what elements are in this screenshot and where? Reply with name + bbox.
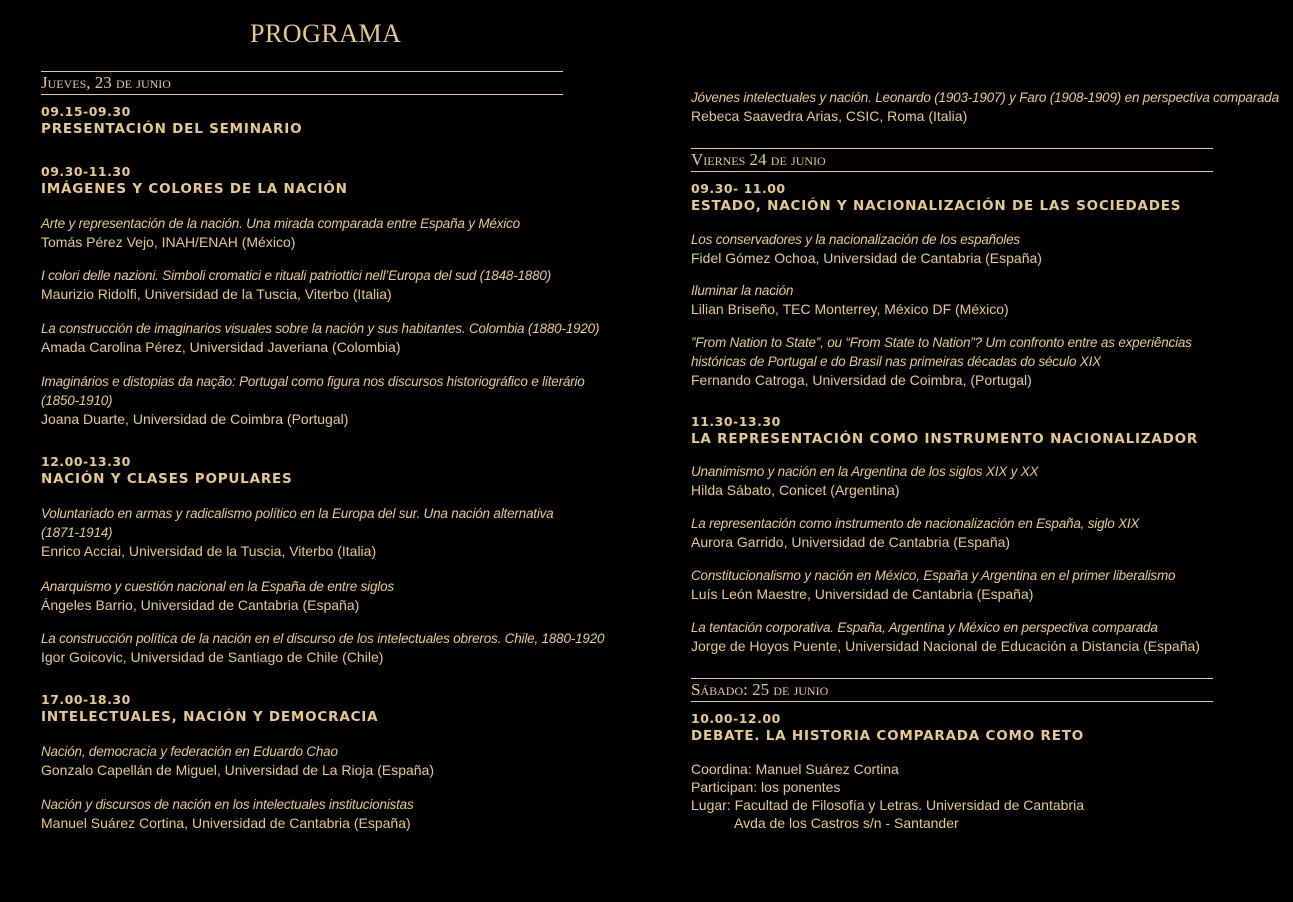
talk-title: Voluntariado en armas y radicalismo político en la Europa del sur. Una nación alternativa [41,506,554,521]
session-title: LA REPRESENTACIÓN COMO INSTRUMENTO NACIONALIZADOR [691,431,1199,447]
talk-speaker: Igor Goicovic, Universidad de Santiago de Chile (Chile) [41,649,384,665]
talk-item [691,333,1291,390]
talk-title-cont: (1871-1914) [41,525,113,540]
talk-title: La representación como instrumento de nacionalización en España, siglo XIX [691,516,1140,531]
debate-participan: Participan: los ponentes [691,779,841,795]
session-time: 11.30-13.30 [691,414,781,429]
talk-item [691,514,1291,552]
talk-item [691,281,1291,319]
talk-title: Anarquismo y cuestión nacional en la España de entre siglos [41,579,394,594]
session-time: 10.00-12.00 [691,711,781,726]
talk-item [41,504,641,561]
day-header-saturday: Sábado: 25 de junio [691,678,1213,702]
session-block [691,180,1293,216]
talk-item [41,266,641,304]
session-time: 09.30- 11.00 [691,181,786,196]
talk-speaker: Rebeca Saavedra Arias, CSIC, Roma (Italia) [691,108,968,124]
talk-title: I colori delle nazioni. Simboli cromatici e rituali patriottici nell’Europa del sud (1848-1880) [41,268,552,283]
talk-item [691,230,1291,268]
talk-item [41,577,641,615]
session-block [691,710,1293,746]
talk-speaker: Amada Carolina Pérez, Universidad Javeriana (Colombia) [41,339,401,355]
page-title: PROGRAMA [250,19,402,48]
talk-title: La construcción de imaginarios visuales sobre la nación y sus habitantes. Colombia (1880-1920) [41,321,600,336]
talk-item [41,214,641,252]
session-block [41,163,661,199]
talk-title: Imaginários e distopias da nação: Portugal como figura nos discursos historiográfico e literário [41,374,585,389]
session-block [41,691,661,727]
session-block [41,453,661,489]
talk-speaker: Luís León Maestre, Universidad de Cantabria (España) [691,586,1034,602]
talk-speaker: Hilda Sábato, Conicet (Argentina) [691,482,900,498]
talk-item [41,629,641,667]
talk-title: Jóvenes intelectuales y nación. Leonardo (1903-1907) y Faro (1908-1909) en perspectiva comparada [691,90,1279,105]
talk-title: Constitucionalismo y nación en México, España y Argentina en el primer liberalismo [691,568,1176,583]
talk-title: Iluminar la nación [691,283,794,298]
session-time: 17.00-18.30 [41,692,131,707]
session-block [41,103,661,139]
debate-coordina: Coordina: Manuel Suárez Cortina [691,761,899,777]
talk-speaker: Manuel Suárez Cortina, Universidad de Cantabria (España) [41,815,411,831]
talk-speaker: Fernando Catroga, Universidad de Coimbra, (Portugal) [691,372,1032,388]
talk-item [41,742,641,780]
talk-speaker: Tomás Pérez Vejo, INAH/ENAH (México) [41,234,296,250]
talk-item [691,462,1291,500]
debate-info [691,760,1291,832]
talk-item [41,319,641,357]
session-title: INTELECTUALES, NACIÓN Y DEMOCRACIA [41,709,379,725]
debate-lugar: Lugar: Facultad de Filosofía y Letras. Universidad de Cantabria [691,797,1084,813]
talk-title: Unanimismo y nación en la Argentina de los siglos XIX y XX [691,464,1039,479]
talk-speaker: Lilian Briseño, TEC Monterrey, México DF (México) [691,301,1009,317]
session-block [691,413,1293,449]
session-title: DEBATE. LA HISTORIA COMPARADA COMO RETO [691,728,1085,744]
talk-title: La tentación corporativa. España, Argentina y México en perspectiva comparada [691,620,1158,635]
talk-title-cont: (1850-1910) [41,393,113,408]
talk-item [41,372,641,429]
talk-title-cont: históricas de Portugal e do Brasil nas primeiras décadas do século XIX [691,354,1101,369]
day-header-thursday: Jueves, 23 de junio [41,71,563,95]
talk-title: Nación y discursos de nación en los intelectuales institucionistas [41,797,414,812]
talk-speaker: Ángeles Barrio, Universidad de Cantabria (España) [41,597,360,613]
session-time: 09.15-09.30 [41,104,131,119]
talk-speaker: Aurora Garrido, Universidad de Cantabria (España) [691,534,1011,550]
talk-speaker: Enrico Acciai, Universidad de la Tuscia, Viterbo (Italia) [41,543,377,559]
session-title: PRESENTACIÓN DEL SEMINARIO [41,121,303,137]
talk-item [691,618,1291,656]
session-time: 09.30-11.30 [41,164,131,179]
talk-title: La construcción política de la nación en el discurso de los intelectuales obreros. Chile, 1880-1920 [41,631,605,646]
talk-item [691,566,1291,604]
talk-speaker: Joana Duarte, Universidad de Coimbra (Portugal) [41,411,349,427]
talk-item [41,795,641,833]
session-time: 12.00-13.30 [41,454,131,469]
talk-title: Arte y representación de la nación. Una mirada comparada entre España y México [41,216,520,231]
session-title: ESTADO, NACIÓN Y NACIONALIZACIÓN DE LAS SOCIEDADES [691,198,1182,214]
session-title: IMÁGENES Y COLORES DE LA NACIÓN [41,181,348,197]
debate-direccion: Avda de los Castros s/n - Santander [734,815,959,831]
talk-speaker: Jorge de Hoyos Puente, Universidad Nacional de Educación a Distancia (España) [691,638,1200,654]
talk-speaker: Maurizio Ridolfi, Universidad de la Tuscia, Viterbo (Italia) [41,286,392,302]
talk-title: ”From Nation to State”, ou “From State to Nation”? Um confronto entre as experiências [691,335,1192,350]
day-header-friday: Viernes 24 de junio [691,148,1213,172]
talk-title: Los conservadores y la nacionalización de los españoles [691,232,1020,247]
session-title: NACIÓN Y CLASES POPULARES [41,471,293,487]
talk-item [691,88,1291,126]
talk-speaker: Fidel Gómez Ochoa, Universidad de Cantabria (España) [691,250,1042,266]
talk-speaker: Gonzalo Capellán de Miguel, Universidad de La Rioja (España) [41,762,435,778]
talk-title: Nación, democracia y federación en Eduardo Chao [41,744,338,759]
